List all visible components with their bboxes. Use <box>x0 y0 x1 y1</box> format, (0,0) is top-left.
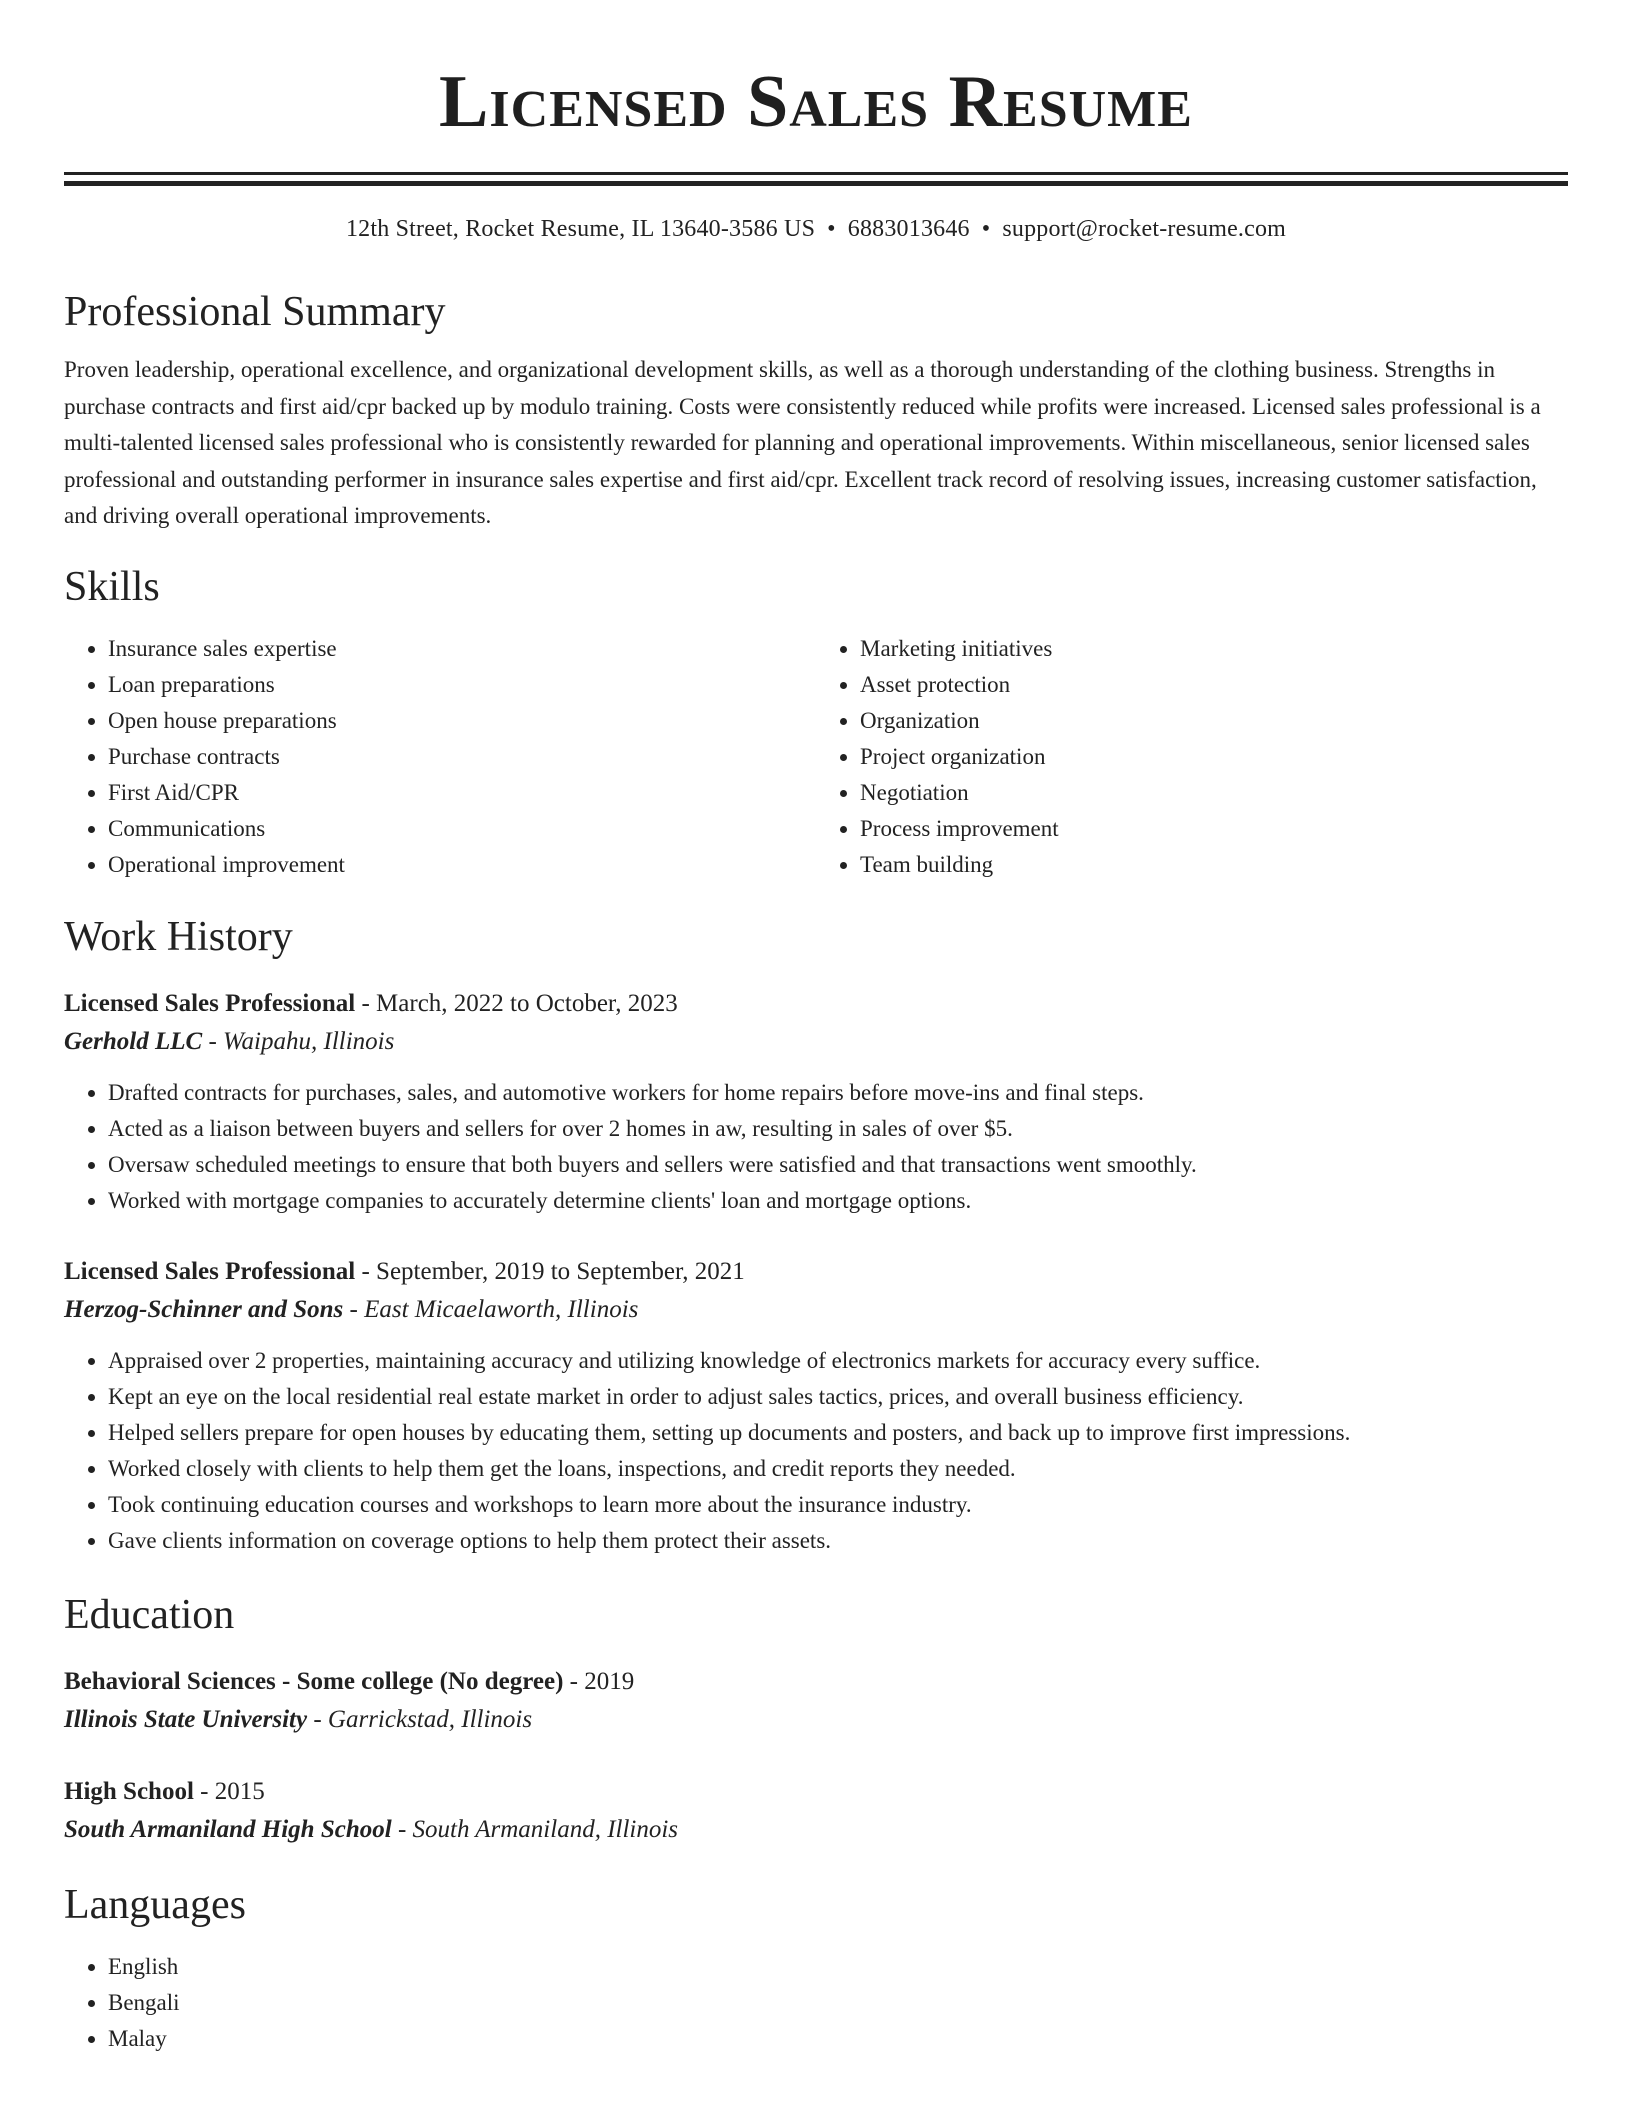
skills-section <box>64 561 1568 883</box>
skills-heading: Skills <box>64 563 160 610</box>
languages-heading: Languages <box>64 1881 246 1928</box>
skills-right-list <box>816 631 1568 883</box>
work-history-heading: Work History <box>64 913 293 960</box>
job-bullet: • Worked closely with clients to help them get the loans, inspections, and credit reports they needed. <box>108 1451 1568 1487</box>
job-bullet: • Oversaw scheduled meetings to ensure that both buyers and sellers were satisfied and that transactions went smoothly. <box>108 1147 1568 1183</box>
job-title: Licensed Sales Professional <box>64 1257 356 1285</box>
contact-email: support@rocket-resume.com <box>1002 216 1287 242</box>
education-school-line <box>64 1811 1568 1849</box>
summary-section <box>64 286 1568 535</box>
skill-item: • Project organization <box>860 739 1568 775</box>
job-company-line <box>64 1291 1568 1329</box>
education-location: - Garrickstad, Illinois <box>307 1705 533 1733</box>
skill-item: • Operational improvement <box>108 847 816 883</box>
education-school: South Armaniland High School <box>64 1815 392 1843</box>
contact-separator: • <box>827 216 836 242</box>
job-company: Herzog-Schinner and Sons <box>64 1295 344 1323</box>
job-title-line <box>64 1253 1568 1291</box>
contact-phone: 6883013646 <box>847 216 970 242</box>
skill-item: • Process improvement <box>860 811 1568 847</box>
skill-item: • Loan preparations <box>108 667 816 703</box>
education-degree-line <box>64 1773 1568 1811</box>
language-item: • Bengali <box>108 1985 1568 2021</box>
job-title: Licensed Sales Professional <box>64 989 356 1017</box>
job-bullets <box>64 1075 1568 1219</box>
education-year: - 2019 <box>563 1667 635 1695</box>
skill-item: • Marketing initiatives <box>860 631 1568 667</box>
job-location: - Waipahu, Illinois <box>202 1027 395 1055</box>
title-divider-top <box>64 172 1568 175</box>
resume-title: Licensed Sales Resume <box>439 61 1193 143</box>
summary-heading: Professional Summary <box>64 289 446 335</box>
skills-left-list <box>64 631 816 883</box>
job-company-line <box>64 1023 1568 1061</box>
job-entry <box>64 1253 1568 1559</box>
education-degree: Behavioral Sciences - Some college (No degree) <box>64 1667 564 1695</box>
job-bullet: • Drafted contracts for purchases, sales, and automotive workers for home repairs before move-ins and final steps. <box>108 1075 1568 1111</box>
job-bullet: • Kept an eye on the local residential real estate market in order to adjust sales tactics, prices, and overall business efficiency. <box>108 1379 1568 1415</box>
title-divider-bottom <box>64 181 1568 186</box>
job-bullet: • Took continuing education courses and workshops to learn more about the insurance industry. <box>108 1487 1568 1523</box>
education-entry <box>64 1663 1568 1739</box>
skill-item: • Asset protection <box>860 667 1568 703</box>
job-bullet: • Appraised over 2 properties, maintaining accuracy and utilizing knowledge of electronics markets for accuracy every suffice. <box>108 1343 1568 1379</box>
education-entry <box>64 1773 1568 1849</box>
job-dates: - September, 2019 to September, 2021 <box>355 1257 745 1285</box>
job-bullet: • Acted as a liaison between buyers and sellers for over 2 homes in aw, resulting in sales of over $5. <box>108 1111 1568 1147</box>
skill-item: • Organization <box>860 703 1568 739</box>
skill-item: • Purchase contracts <box>108 739 816 775</box>
job-bullet: • Gave clients information on coverage options to help them protect their assets. <box>108 1523 1568 1559</box>
education-year: - 2015 <box>193 1777 265 1805</box>
skill-item: • Communications <box>108 811 816 847</box>
contact-address: 12th Street, Rocket Resume, IL 13640-3586 US <box>345 216 816 242</box>
skill-item: • Insurance sales expertise <box>108 631 816 667</box>
skill-item: • Negotiation <box>860 775 1568 811</box>
skill-item: • Open house preparations <box>108 703 816 739</box>
education-degree: High School <box>64 1777 194 1805</box>
languages-list <box>64 1949 1568 2057</box>
language-item: • English <box>108 1949 1568 1985</box>
education-school-line <box>64 1701 1568 1739</box>
job-location: - East Micaelaworth, Illinois <box>343 1295 639 1323</box>
contact-separator: • <box>981 216 991 242</box>
job-entry <box>64 985 1568 1219</box>
job-bullet: • Worked with mortgage companies to accurately determine clients' loan and mortgage options. <box>108 1183 1568 1219</box>
skill-item: • Team building <box>860 847 1568 883</box>
job-title-line <box>64 985 1568 1023</box>
languages-section <box>64 1879 1568 2057</box>
job-dates: - March, 2022 to October, 2023 <box>355 989 678 1017</box>
education-heading: Education <box>64 1591 235 1638</box>
education-school: Illinois State University <box>64 1705 308 1733</box>
education-location: - South Armaniland, Illinois <box>391 1815 679 1843</box>
job-bullets <box>64 1343 1568 1559</box>
language-item: • Malay <box>108 2021 1568 2057</box>
education-section <box>64 1589 1568 1849</box>
job-company: Gerhold LLC <box>64 1027 203 1055</box>
work-history-section <box>64 911 1568 1559</box>
job-bullet: • Helped sellers prepare for open houses by educating them, setting up documents and posters, and back up to improve first impressions. <box>108 1415 1568 1451</box>
skill-item: • First Aid/CPR <box>108 775 816 811</box>
summary-text: Proven leadership, operational excellence, and organizational development skills, as well as a thorough understanding of the clothing business. Strengths in purchase contracts and first aid/cpr backed up by modulo training. Costs were consistently reduced while profits were increased. Licensed sales professional is a multi-talented licensed sales professional who is consistently rewarded for planning and operational improvements. Within miscellaneous, senior licensed sales professional and outstanding performer in insurance sales expertise and first aid/cpr. Excellent track record of resolving issues, increasing customer satisfaction, and driving overall operational improvements. <box>64 357 1541 528</box>
contact-line <box>64 214 1568 244</box>
skills-columns <box>64 631 1568 883</box>
education-degree-line <box>64 1663 1568 1701</box>
